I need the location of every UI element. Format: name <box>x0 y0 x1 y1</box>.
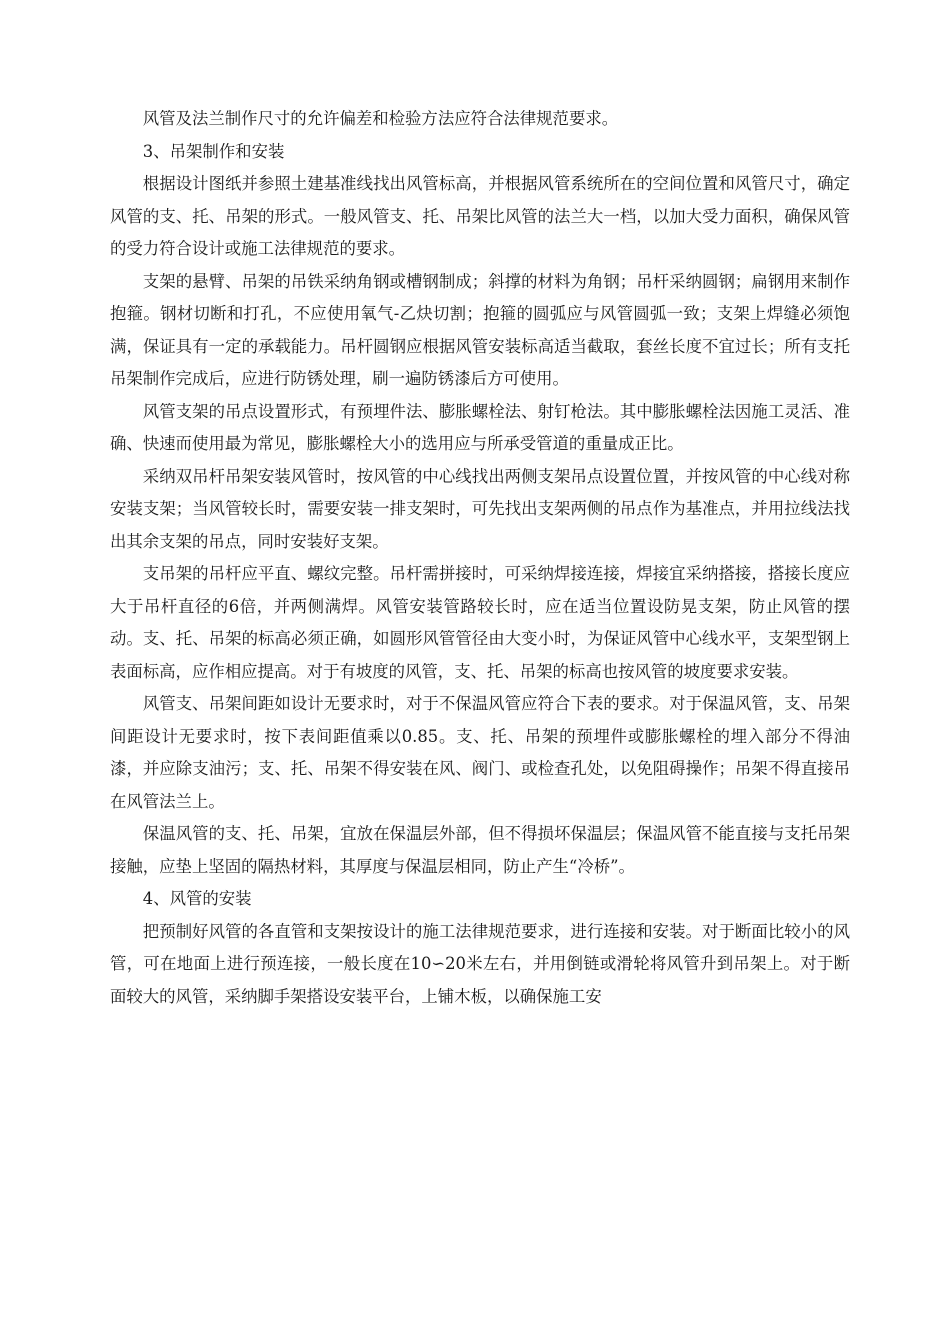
section-heading-duct-install: 4、风管的安装 <box>142 889 252 908</box>
paragraph-insulated-duct: 保温风管的支、托、吊架，宜放在保温层外部，但不得损坏保温层；保温风管不能直接与支托吊架接触，应垫上坚固的隔热材料，其厚度与保温层相同，防止产生“冷桥”。 <box>110 824 850 876</box>
section-heading-hanger: 3、吊架制作和安装 <box>142 141 285 161</box>
paragraph-hanger-spacing: 风管支、吊架间距如设计无要求时，对于不保温风管应符合下表的要求。对于保温风管，支、吊架间距设计无要求时，按下表间距值乘以0.85。支、托、吊架的预埋件或膨胀螺栓的埋入部分不得油漆，并应除支油污；支、托、吊架不得安装在风、阀门、或检查孔处，以免阻碍操作；吊架不得直接吊在风管法兰上。 <box>110 694 850 811</box>
paragraph-hanger-points: 风管支架的吊点设置形式，有预埋件法、膨胀螺栓法、射钉枪法。其中膨胀螺栓法因施工灵活、准确、快速而使用最为常见，膨胀螺栓大小的选用应与所承受管道的重量成正比。 <box>110 401 850 453</box>
paragraph-rod-splicing: 支吊架的吊杆应平直、螺纹完整。吊杆需拼接时，可采纳焊接连接，焊接宜采纳搭接，搭接长度应大于吊杆直径的6倍，并两侧满焊。风管安装管路较长时，应在适当位置设防晃支架，防止风管的摆动。支、托、吊架的标高必须正确，如圆形风管管径由大变小时，为保证风管中心线水平，支架型钢上表面标高，应作相应提高。对于有坡度的风管，支、托、吊架的标高也按风管的坡度要求安装。 <box>110 564 850 681</box>
document-page <box>110 103 850 1013</box>
paragraph-duct-install: 把预制好风管的各直管和支架按设计的施工法律规范要求，进行连接和安装。对于断面比较小的风管，可在地面上进行预连接，一般长度在10∽20米左右，并用倒链或滑轮将风管升到吊架上。对于断面较大的风管，采纳脚手架搭设安装平台，上铺木板，以确保施工安 <box>110 921 850 1006</box>
paragraph-tolerance: 风管及法兰制作尺寸的允许偏差和检验方法应符合法律规范要求。 <box>142 109 619 128</box>
paragraph-hanger-form: 根据设计图纸并参照土建基准线找出风管标高，并根据风管系统所在的空间位置和风管尺寸，确定风管的支、托、吊架的形式。一般风管支、托、吊架比风管的法兰大一档，以加大受力面积，确保风管的受力符合设计或施工法律规范的要求。 <box>110 174 850 258</box>
paragraph-hanger-materials: 支架的悬臂、吊架的吊铁采纳角钢或槽钢制成；斜撑的材料为角钢；吊杆采纳圆钢；扁钢用来制作抱箍。钢材切断和打孔，不应使用氧气-乙炔切割；抱箍的圆弧应与风管圆弧一致；支架上焊缝必须饱满，保证具有一定的承载能力。吊杆圆钢应根据风管安装标高适当截取，套丝长度不宜过长；所有支托吊架制作完成后，应进行防锈处理，刷一遍防锈漆后方可使用。 <box>110 271 850 388</box>
paragraph-double-rod: 采纳双吊杆吊架安装风管时，按风管的中心线找出两侧支架吊点设置位置，并按风管的中心线对称安装支架；当风管较长时，需要安装一排支架时，可先找出支架两侧的吊点作为基准点，并用拉线法找出其余支架的吊点，同时安装好支架。 <box>110 466 850 551</box>
